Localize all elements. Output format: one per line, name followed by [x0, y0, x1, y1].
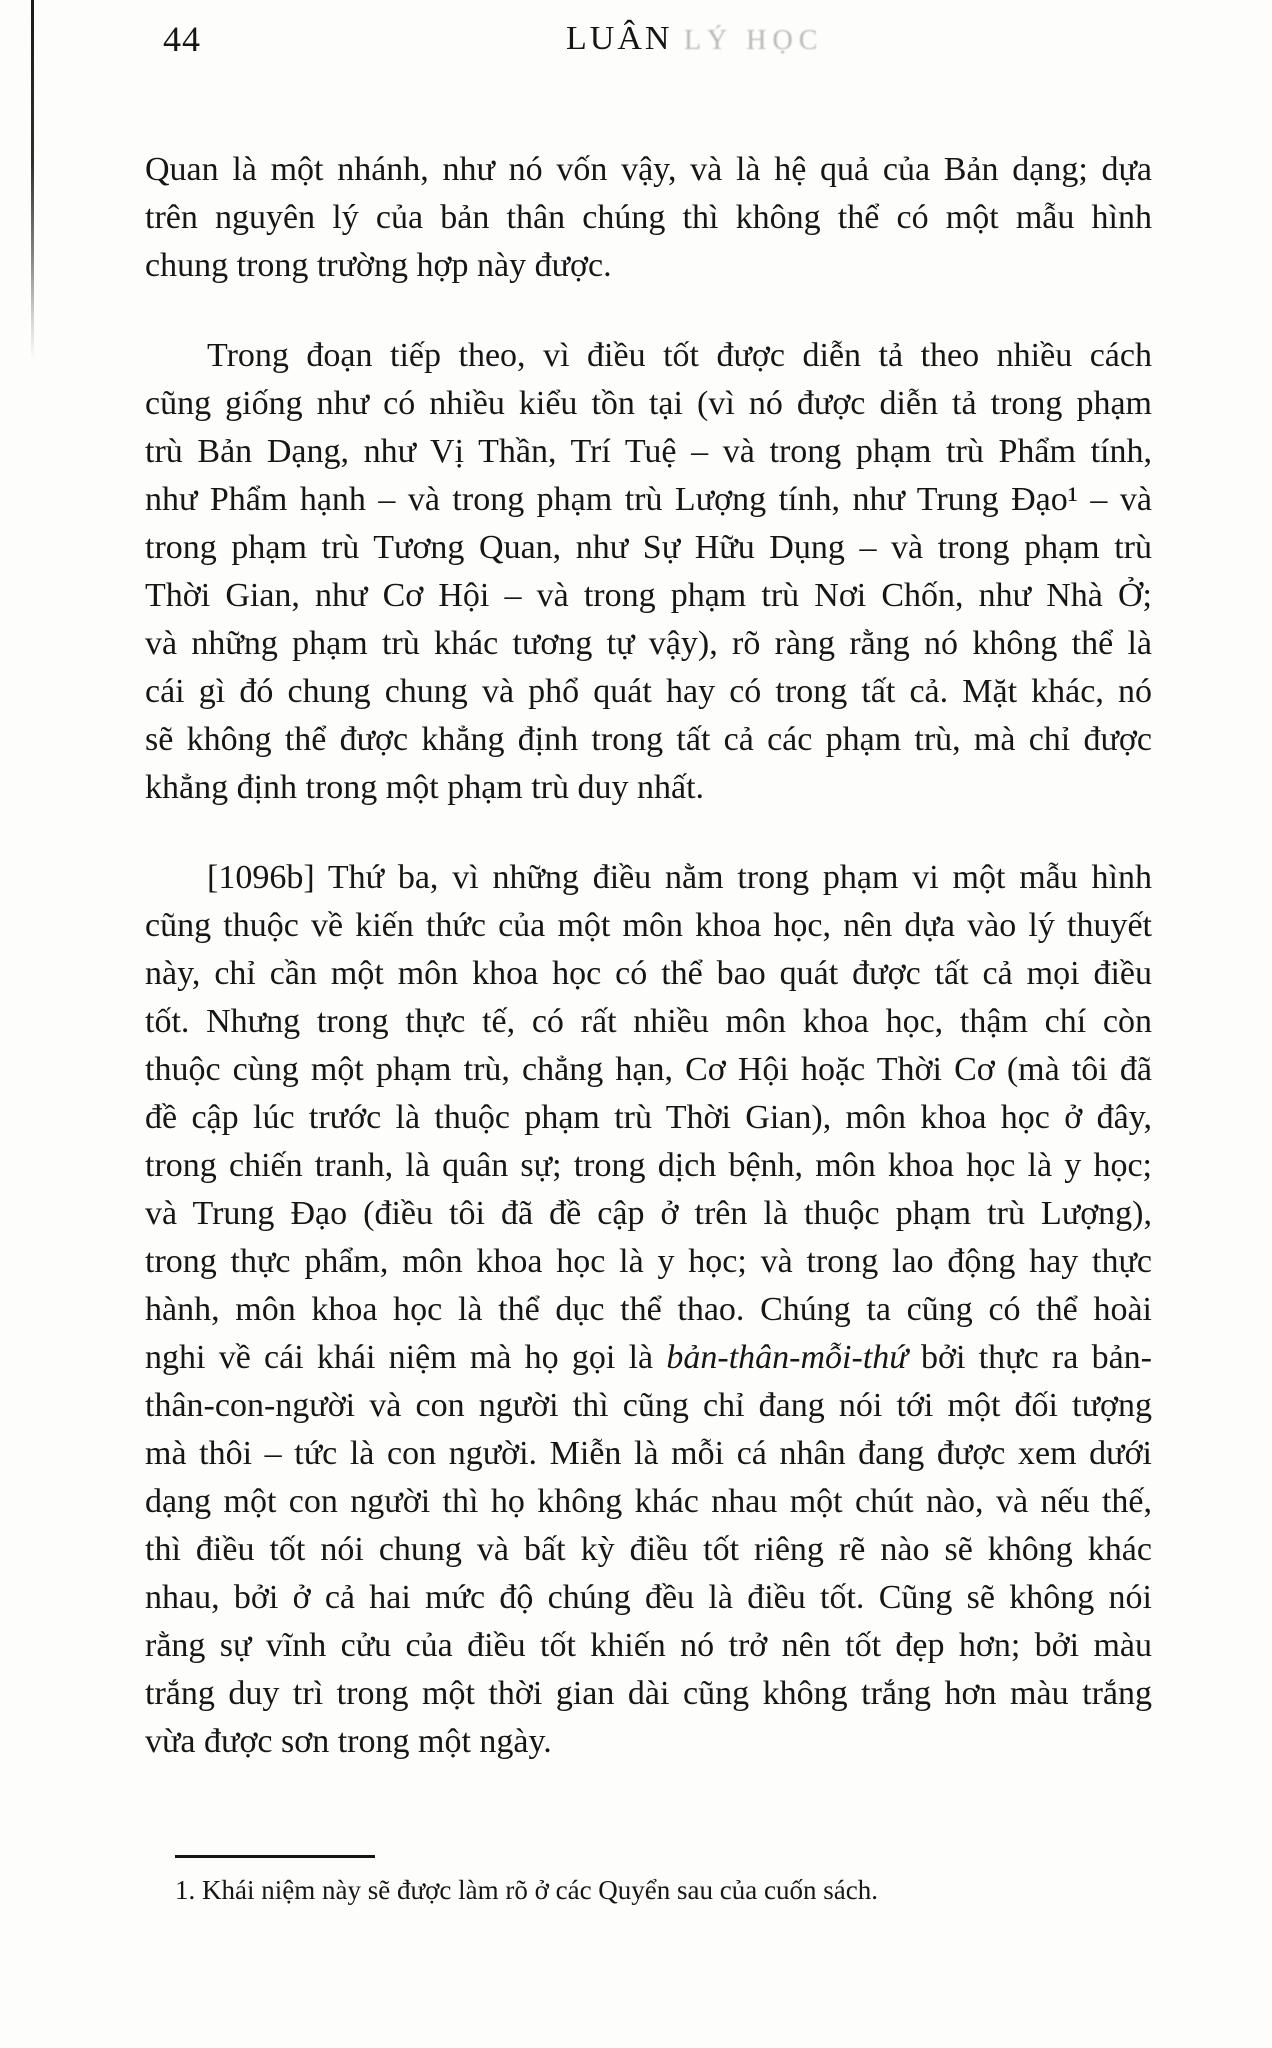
- text-line: Trong đoạn tiếp theo, vì điều tốt được diễn tả theo nhiều cách: [207, 337, 1152, 374]
- text-segment: bởi thực ra bản-: [907, 1339, 1153, 1376]
- text-line: cũng thuộc về kiến thức của một môn khoa học, nên dựa vào lý thuyết: [145, 907, 1152, 944]
- text-line: cũng giống như có nhiều kiểu tồn tại (vì nó được diễn tả trong phạm: [145, 385, 1152, 422]
- text-line: thuộc cùng một phạm trù, chẳng hạn, Cơ Hội hoặc Thời Cơ (mà tôi đã: [145, 1051, 1152, 1088]
- text-line: dạng một con người thì họ không khác nhau một chút nào, và nếu thế,: [145, 1483, 1152, 1520]
- text-line: cái gì đó chung chung và phổ quát hay có trong tất cả. Mặt khác, nó: [145, 673, 1152, 710]
- text-line: trong thực phẩm, môn khoa học là y học; và trong lao động hay thực: [145, 1243, 1152, 1280]
- text-line: mà thôi – tức là con người. Miễn là mỗi cá nhân đang được xem dưới: [145, 1435, 1152, 1472]
- text-line: chung trong trường hợp này được.: [145, 247, 612, 284]
- paragraph: [145, 332, 1152, 812]
- text-line: Quan là một nhánh, như nó vốn vậy, và là hệ quả của Bản dạng; dựa: [145, 151, 1152, 188]
- running-header-faded: LÝ HỌC: [683, 25, 824, 56]
- text-line: thì điều tốt nói chung và bất kỳ điều tốt riêng rẽ nào sẽ không khác: [145, 1531, 1152, 1568]
- page-number: 44: [163, 19, 201, 59]
- text-line: Thời Gian, như Cơ Hội – và trong phạm trù Nơi Chốn, như Nhà Ở;: [145, 577, 1152, 614]
- text-line: như Phẩm hạnh – và trong phạm trù Lượng tính, như Trung Đạo¹ – và: [145, 481, 1152, 518]
- text-segment: nghi về cái khái niệm mà họ gọi là: [145, 1339, 667, 1376]
- text-line: [145, 1334, 1152, 1382]
- footnote: [175, 1855, 1075, 1907]
- text-line: vừa được sơn trong một ngày.: [145, 1723, 552, 1760]
- footnote-rule: [175, 1855, 375, 1858]
- text-line: đề cập lúc trước là thuộc phạm trù Thời Gian), môn khoa học ở đây,: [145, 1099, 1152, 1136]
- scan-artifact-line: [31, 0, 34, 360]
- text-line: hành, môn khoa học là thể dục thể thao. Chúng ta cũng có thể hoài: [145, 1291, 1152, 1328]
- text-line: [1096b] Thứ ba, vì những điều nằm trong phạm vi một mẫu hình: [207, 859, 1152, 896]
- paragraph: [145, 854, 1152, 1766]
- text-line: thân-con-người và con người thì cũng chỉ đang nói tới một đối tượng: [145, 1387, 1152, 1424]
- text-line: tốt. Nhưng trong thực tế, có rất nhiều môn khoa học, thậm chí còn: [145, 1003, 1152, 1040]
- text-line: này, chỉ cần một môn khoa học có thể bao quát được tất cả mọi điều: [145, 955, 1152, 992]
- text-line: và Trung Đạo (điều tôi đã đề cập ở trên là thuộc phạm trù Lượng),: [145, 1195, 1152, 1232]
- running-header: [566, 20, 823, 58]
- text-line: trắng duy trì trong một thời gian dài cũng không trắng hơn màu trắng: [145, 1675, 1152, 1712]
- text-line: khẳng định trong một phạm trù duy nhất.: [145, 769, 705, 806]
- italic-term: bản-thân-mỗi-thứ: [666, 1339, 908, 1376]
- running-header-main: LUÂN: [566, 20, 673, 57]
- text-line: trù Bản Dạng, như Vị Thần, Trí Tuệ – và trong phạm trù Phẩm tính,: [145, 433, 1152, 470]
- text-line: trong chiến tranh, là quân sự; trong dịch bệnh, môn khoa học là y học;: [145, 1147, 1152, 1184]
- footnote-text: 1. Khái niệm này sẽ được làm rõ ở các Quyển sau của cuốn sách.: [175, 1875, 878, 1905]
- text-line: trong phạm trù Tương Quan, như Sự Hữu Dụng – và trong phạm trù: [145, 529, 1152, 566]
- text-line: trên nguyên lý của bản thân chúng thì không thể có một mẫu hình: [145, 199, 1152, 236]
- text-line: nhau, bởi ở cả hai mức độ chúng đều là điều tốt. Cũng sẽ không nói: [145, 1579, 1152, 1616]
- text-line: và những phạm trù khác tương tự vậy), rõ ràng rằng nó không thể là: [145, 625, 1152, 662]
- text-line: rằng sự vĩnh cửu của điều tốt khiến nó trở nên tốt đẹp hơn; bởi màu: [145, 1627, 1152, 1664]
- text-line: sẽ không thể được khẳng định trong tất cả các phạm trù, mà chỉ được: [145, 721, 1152, 758]
- paragraph: [145, 146, 1152, 290]
- page-body: [145, 146, 1152, 1766]
